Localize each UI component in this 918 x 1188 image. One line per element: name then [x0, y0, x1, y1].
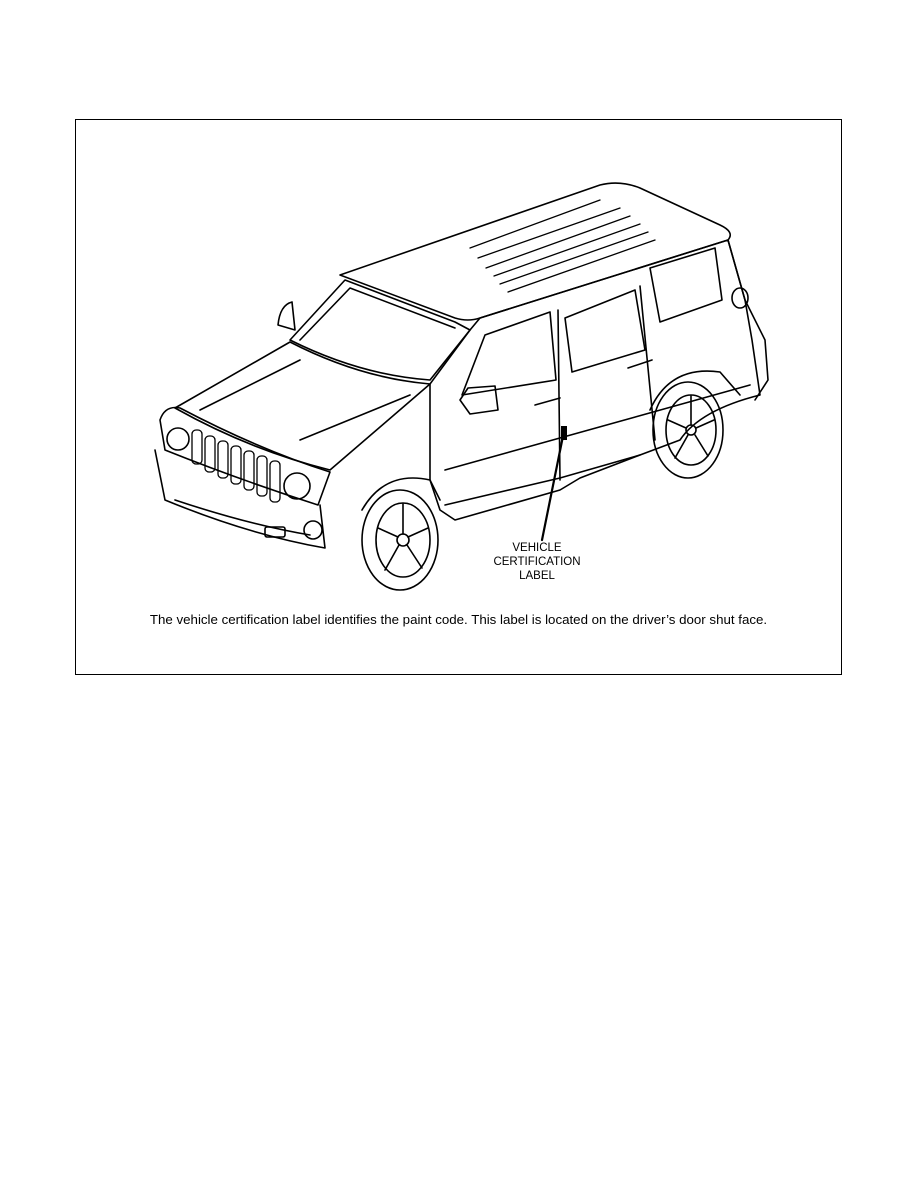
front-wheel — [362, 478, 440, 590]
front-door-handle — [535, 398, 560, 405]
vehicle-roof — [340, 183, 730, 320]
callout-line-2: CERTIFICATION — [493, 556, 581, 568]
body-side — [430, 240, 760, 520]
callout-leader-line — [542, 436, 563, 540]
roof-rails — [470, 200, 655, 292]
callout-line-3: LABEL — [519, 570, 555, 582]
headlight-left — [167, 428, 189, 450]
figure-caption: The vehicle certification label identifies the paint code. This label is located on the driver’s door shut face. — [149, 612, 768, 627]
rear-quarter-window — [650, 248, 722, 322]
callout-label — [487, 541, 587, 583]
grille-slots — [192, 430, 280, 502]
front-fascia — [160, 408, 330, 506]
callout-line-1: VEHICLE — [512, 542, 562, 554]
front-door-window — [462, 312, 556, 395]
windshield — [290, 280, 470, 380]
rear-door-window — [565, 290, 645, 372]
headlight-right — [284, 473, 310, 499]
hood — [175, 342, 430, 470]
far-mirror — [278, 302, 295, 330]
